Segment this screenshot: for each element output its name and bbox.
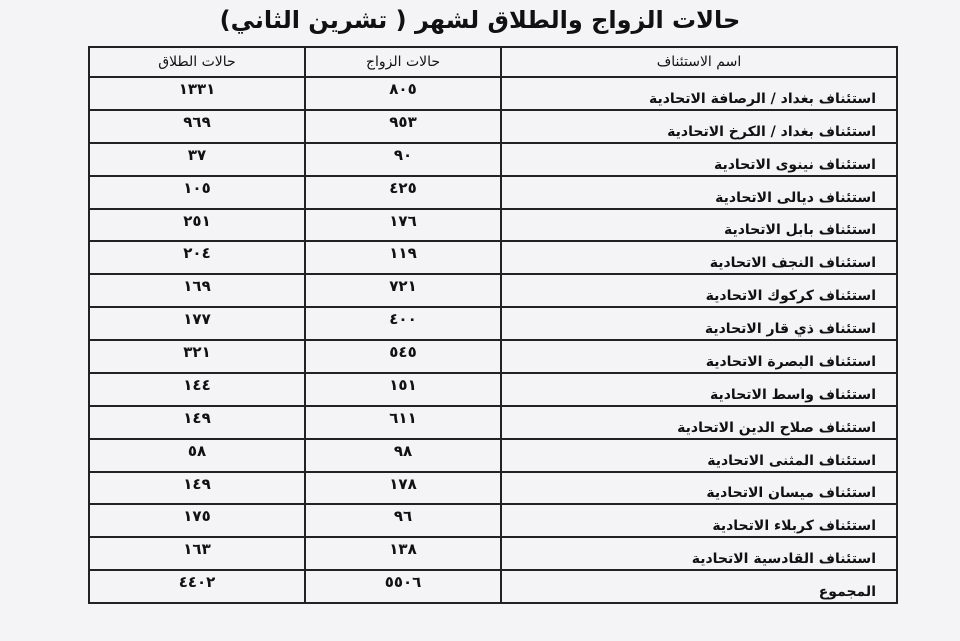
court-name-cell: استئناف ميسان الاتحادية	[501, 472, 897, 505]
divorce-count-cell: ٩٦٩	[89, 110, 305, 143]
divorce-count-cell: ٣٢١	[89, 340, 305, 373]
marriage-count-cell: ٥٤٥	[305, 340, 501, 373]
marriage-count-cell: ٩٨	[305, 439, 501, 472]
marriage-count-cell: ٧٢١	[305, 274, 501, 307]
table-row	[89, 340, 897, 373]
marriage-count-cell: ١٥١	[305, 373, 501, 406]
table-row	[89, 274, 897, 307]
divorce-count-cell: ٣٧	[89, 143, 305, 176]
divorce-count-cell: ١٠٥	[89, 176, 305, 209]
court-name-cell: استئناف كربلاء الاتحادية	[501, 504, 897, 537]
header-court-name: اسم الاستئناف	[501, 47, 897, 77]
table-row	[89, 77, 897, 110]
total-row	[89, 570, 897, 603]
marriage-count-cell: ٨٠٥	[305, 77, 501, 110]
divorce-count-cell: ١٤٩	[89, 406, 305, 439]
court-name-cell: استئناف واسط الاتحادية	[501, 373, 897, 406]
marriage-count-cell: ٤٢٥	[305, 176, 501, 209]
divorce-count-cell: ٢٥١	[89, 209, 305, 242]
divorce-count-cell: ١٧٥	[89, 504, 305, 537]
court-name-cell: استئناف صلاح الدين الاتحادية	[501, 406, 897, 439]
court-name-cell: استئناف كركوك الاتحادية	[501, 274, 897, 307]
table-row	[89, 537, 897, 570]
marriage-count-cell: ١١٩	[305, 241, 501, 274]
court-name-cell: استئناف ديالى الاتحادية	[501, 176, 897, 209]
table-body	[89, 77, 897, 603]
table-row	[89, 472, 897, 505]
marriage-count-cell: ٤٠٠	[305, 307, 501, 340]
statistics-table	[88, 46, 898, 604]
divorce-count-cell: ١٣٣١	[89, 77, 305, 110]
divorce-count-cell: ٢٠٤	[89, 241, 305, 274]
court-name-cell: استئناف البصرة الاتحادية	[501, 340, 897, 373]
header-marriage-cases: حالات الزواج	[305, 47, 501, 77]
table-row	[89, 406, 897, 439]
table-row	[89, 176, 897, 209]
court-name-cell: استئناف المثنى الاتحادية	[501, 439, 897, 472]
table-row	[89, 241, 897, 274]
marriage-count-cell: ١٧٨	[305, 472, 501, 505]
header-divorce-cases: حالات الطلاق	[89, 47, 305, 77]
court-name-cell: استئناف نينوى الاتحادية	[501, 143, 897, 176]
table-row	[89, 110, 897, 143]
court-name-cell: استئناف بغداد / الرصافة الاتحادية	[501, 77, 897, 110]
court-name-cell: استئناف بابل الاتحادية	[501, 209, 897, 242]
divorce-count-cell: ١٧٧	[89, 307, 305, 340]
table-row	[89, 143, 897, 176]
page-title: حالات الزواج والطلاق لشهر ( تشرين الثاني)	[219, 6, 741, 34]
marriage-count-cell: ٩٥٣	[305, 110, 501, 143]
marriage-count-cell: ٩٦	[305, 504, 501, 537]
table-row	[89, 373, 897, 406]
marriage-count-cell: ٩٠	[305, 143, 501, 176]
marriage-count-cell: ١٣٨	[305, 537, 501, 570]
court-name-cell: استئناف القادسية الاتحادية	[501, 537, 897, 570]
divorce-count-cell: ٤٤٠٢	[89, 570, 305, 603]
divorce-count-cell: ١٦٣	[89, 537, 305, 570]
divorce-count-cell: ٥٨	[89, 439, 305, 472]
court-name-cell: المجموع	[501, 570, 897, 603]
marriage-count-cell: ٥٥٠٦	[305, 570, 501, 603]
divorce-count-cell: ١٦٩	[89, 274, 305, 307]
marriage-count-cell: ٦١١	[305, 406, 501, 439]
table-row	[89, 209, 897, 242]
table-row	[89, 439, 897, 472]
court-name-cell: استئناف ذي قار الاتحادية	[501, 307, 897, 340]
table-header-row	[89, 47, 897, 77]
marriage-count-cell: ١٧٦	[305, 209, 501, 242]
divorce-count-cell: ١٤٩	[89, 472, 305, 505]
court-name-cell: استئناف النجف الاتحادية	[501, 241, 897, 274]
divorce-count-cell: ١٤٤	[89, 373, 305, 406]
table-row	[89, 504, 897, 537]
court-name-cell: استئناف بغداد / الكرخ الاتحادية	[501, 110, 897, 143]
table-row	[89, 307, 897, 340]
